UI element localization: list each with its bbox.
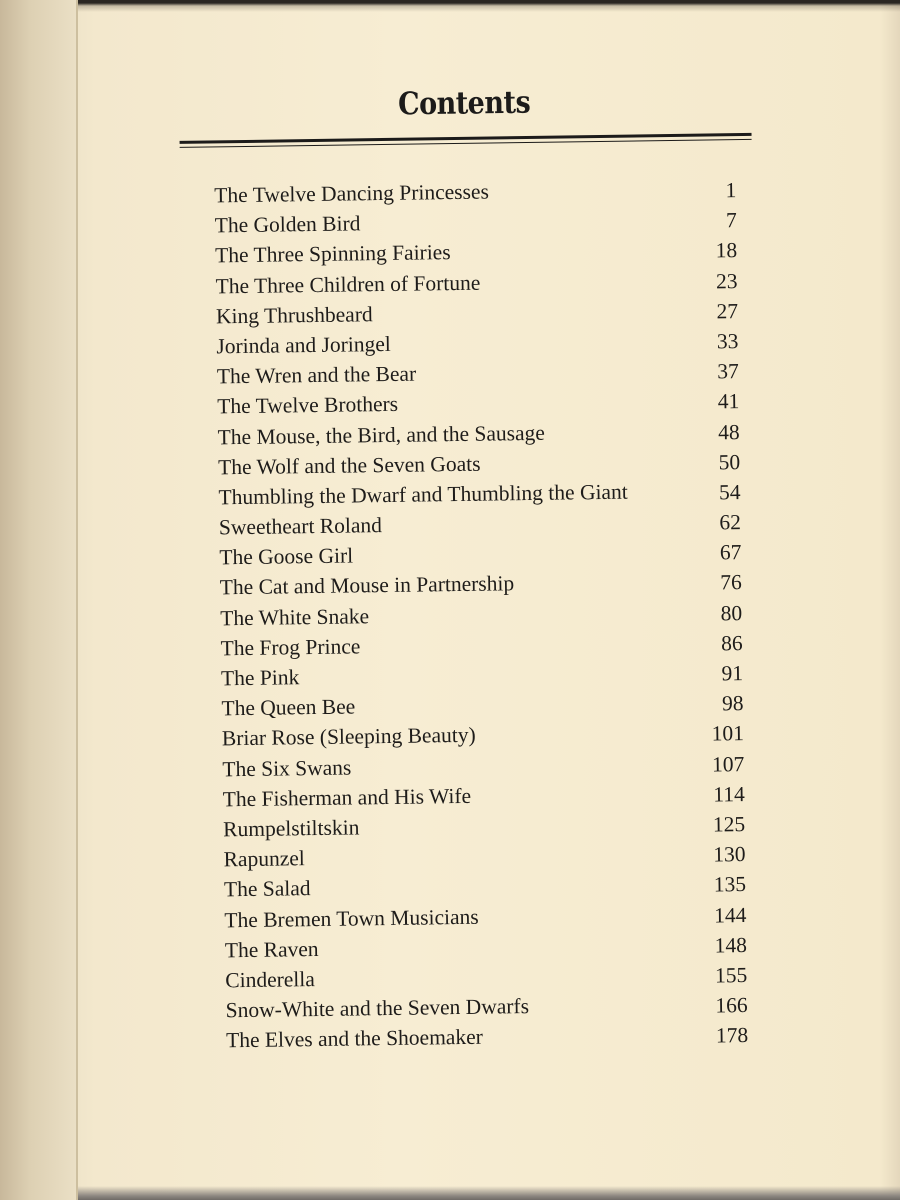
entry-page-number: 148	[714, 932, 748, 958]
entry-page-number: 50	[718, 449, 741, 475]
entry-title: The Frog Prince	[220, 634, 361, 661]
entry-title: Rapunzel	[223, 846, 305, 872]
entry-title: Briar Rose (Sleeping Beauty)	[221, 723, 476, 751]
entry-title: The White Snake	[220, 603, 370, 630]
entry-title: King Thrushbeard	[215, 301, 373, 329]
entry-title: The Six Swans	[222, 755, 352, 781]
entry-title: The Twelve Brothers	[217, 392, 399, 419]
entry-title: Jorinda and Joringel	[216, 331, 391, 359]
entry-page-number: 178	[715, 1023, 749, 1048]
entry-page-number: 1	[725, 178, 737, 203]
entry-title: The Elves and the Shoemaker	[225, 1024, 484, 1053]
entry-title: The Twelve Dancing Princesses	[214, 179, 490, 208]
entry-page-number: 37	[717, 359, 740, 384]
entry-title: The Three Children of Fortune	[215, 270, 481, 298]
entry-page-number: 54	[718, 479, 741, 505]
entry-page-number: 114	[713, 781, 745, 807]
entry-title: The Pink	[220, 665, 300, 691]
entry-page-number: 98	[721, 691, 744, 716]
entry-page-number: 86	[720, 630, 743, 656]
entry-title: The Cat and Mouse in Partnership	[219, 571, 515, 600]
entry-title: Snow-White and the Seven Dwarfs	[225, 994, 530, 1023]
entry-title: Thumbling the Dwarf and Thumbling the Giant	[218, 479, 628, 510]
entry-title: The Goose Girl	[219, 543, 354, 570]
entry-page-number: 166	[715, 993, 748, 1018]
entry-title: The Wren and the Bear	[216, 361, 417, 389]
entry-page-number: 135	[713, 872, 747, 897]
entry-page-number: 125	[712, 811, 746, 837]
entry-page-number: 130	[713, 842, 746, 867]
entry-title: The Mouse, the Bird, and the Sausage	[217, 420, 546, 449]
entry-page-number: 101	[711, 721, 745, 746]
entry-title: The Salad	[223, 876, 311, 902]
entry-page-number: 33	[716, 329, 739, 354]
entry-page-number: 23	[715, 268, 738, 293]
entry-title: Sweetheart Roland	[218, 513, 383, 540]
entry-title: Cinderella	[225, 966, 316, 993]
contents-list	[214, 174, 748, 1057]
entry-title: The Golden Bird	[214, 211, 361, 238]
entry-page-number: 155	[714, 962, 748, 988]
entry-title: Rumpelstiltskin	[223, 815, 360, 842]
entry-page-number: 18	[715, 238, 738, 263]
contents-heading: Contents	[397, 84, 531, 123]
entry-page-number: 144	[714, 902, 747, 927]
entry-title: The Three Spinning Fairies	[215, 240, 451, 268]
entry-page-number: 67	[719, 540, 742, 565]
entry-page-number: 76	[720, 570, 742, 595]
entry-page-number: 62	[719, 510, 742, 535]
entry-page-number: 41	[717, 389, 740, 414]
entry-page-number: 107	[711, 751, 745, 777]
entry-title: The Queen Bee	[221, 694, 356, 721]
entry-page-number: 91	[721, 661, 744, 686]
entry-page-number: 48	[718, 419, 740, 444]
contents-entry	[226, 1019, 748, 1056]
entry-title: The Fisherman and His Wife	[222, 783, 472, 812]
entry-page-number: 27	[716, 298, 739, 324]
entry-page-number: 80	[720, 600, 743, 625]
entry-title: The Raven	[224, 936, 319, 963]
entry-title: The Bremen Town Musicians	[224, 904, 479, 932]
entry-page-number: 7	[725, 208, 737, 233]
entry-title: The Wolf and the Seven Goats	[217, 451, 481, 480]
